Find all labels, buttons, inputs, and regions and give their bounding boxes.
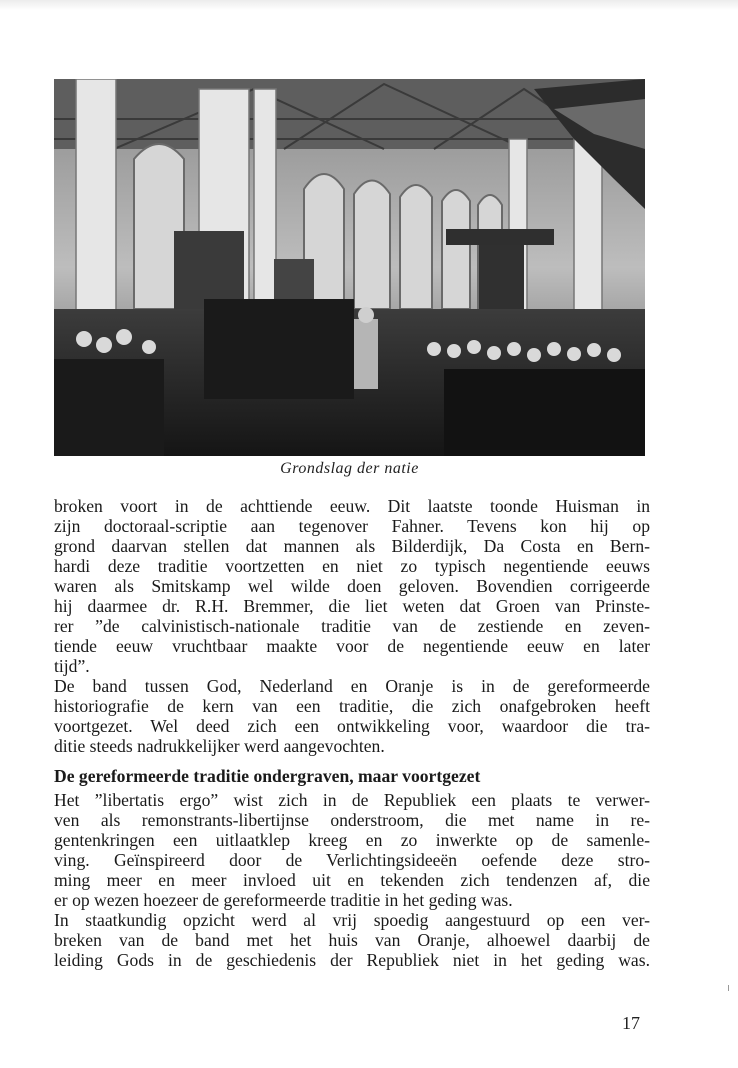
text-line: voortgezet. Wel deed zich een ontwikkeling voor, waardoor die tra- [54, 716, 650, 736]
text-line: zijn doctoraal-scriptie aan tegenover Fahner. Tevens kon hij op [54, 516, 650, 536]
text-line: leiding Gods in de geschiedenis der Republiek niet in het geding was. [54, 950, 650, 970]
section-heading: De gereformeerde traditie ondergraven, maar voortgezet [54, 766, 481, 786]
text-line: In staatkundig opzicht werd al vrij spoedig aangestuurd op een ver- [54, 910, 650, 930]
text-line: ving. Geïnspireerd door de Verlichtingsideeën oefende deze stro- [54, 850, 650, 870]
page-edge [0, 0, 738, 10]
text-line: tiende eeuw vruchtbaar maakte voor de negentiende eeuw en later [54, 636, 650, 656]
page-number: 17 [622, 1013, 640, 1033]
margin-mark [728, 985, 729, 991]
text-line: waren als Smitskamp wel wilde doen geloven. Bovendien corrigeerde [54, 576, 650, 596]
church-interior-illustration [54, 79, 645, 456]
text-line: breken van de band met het huis van Oranje, alhoewel daarbij de [54, 930, 650, 950]
text-line: hardi deze traditie voortzetten en niet zo typisch negentiende eeuws [54, 556, 650, 576]
text-line: ditie steeds nadrukkelijker werd aangevochten. [54, 736, 385, 756]
text-line: hij daarmee dr. R.H. Bremmer, die liet weten dat Groen van Prinste- [54, 596, 650, 616]
figure-caption: Grondslag der natie [280, 460, 419, 477]
text-line: er op wezen hoezeer de gereformeerde traditie in het geding was. [54, 890, 513, 910]
text-line: tijd”. [54, 656, 90, 676]
text-line: grond daarvan stellen dat mannen als Bilderdijk, Da Costa en Bern- [54, 536, 650, 556]
text-line: Het ”libertatis ergo” wist zich in de Republiek een plaats te verwer- [54, 790, 650, 810]
church-interior-icon [54, 79, 645, 456]
text-line: De band tussen God, Nederland en Oranje is in de gereformeerde [54, 676, 650, 696]
text-line: broken voort in de achttiende eeuw. Dit laatste toonde Huisman in [54, 496, 650, 516]
text-line: rer ”de calvinistisch-nationale traditie van de zestiende en zeven- [54, 616, 650, 636]
text-line: gentenkringen een uitlaatklep kreeg en zo inwerkte op de samenle- [54, 830, 650, 850]
body-text [54, 496, 650, 970]
text-line: historiografie de kern van een traditie, die zich onafgebroken heeft [54, 696, 650, 716]
text-line: ming meer en meer invloed uit en tekenden zich tendenzen af, die [54, 870, 650, 890]
text-line: ven als remonstrants-libertijnse onderstroom, die met name in re- [54, 810, 650, 830]
